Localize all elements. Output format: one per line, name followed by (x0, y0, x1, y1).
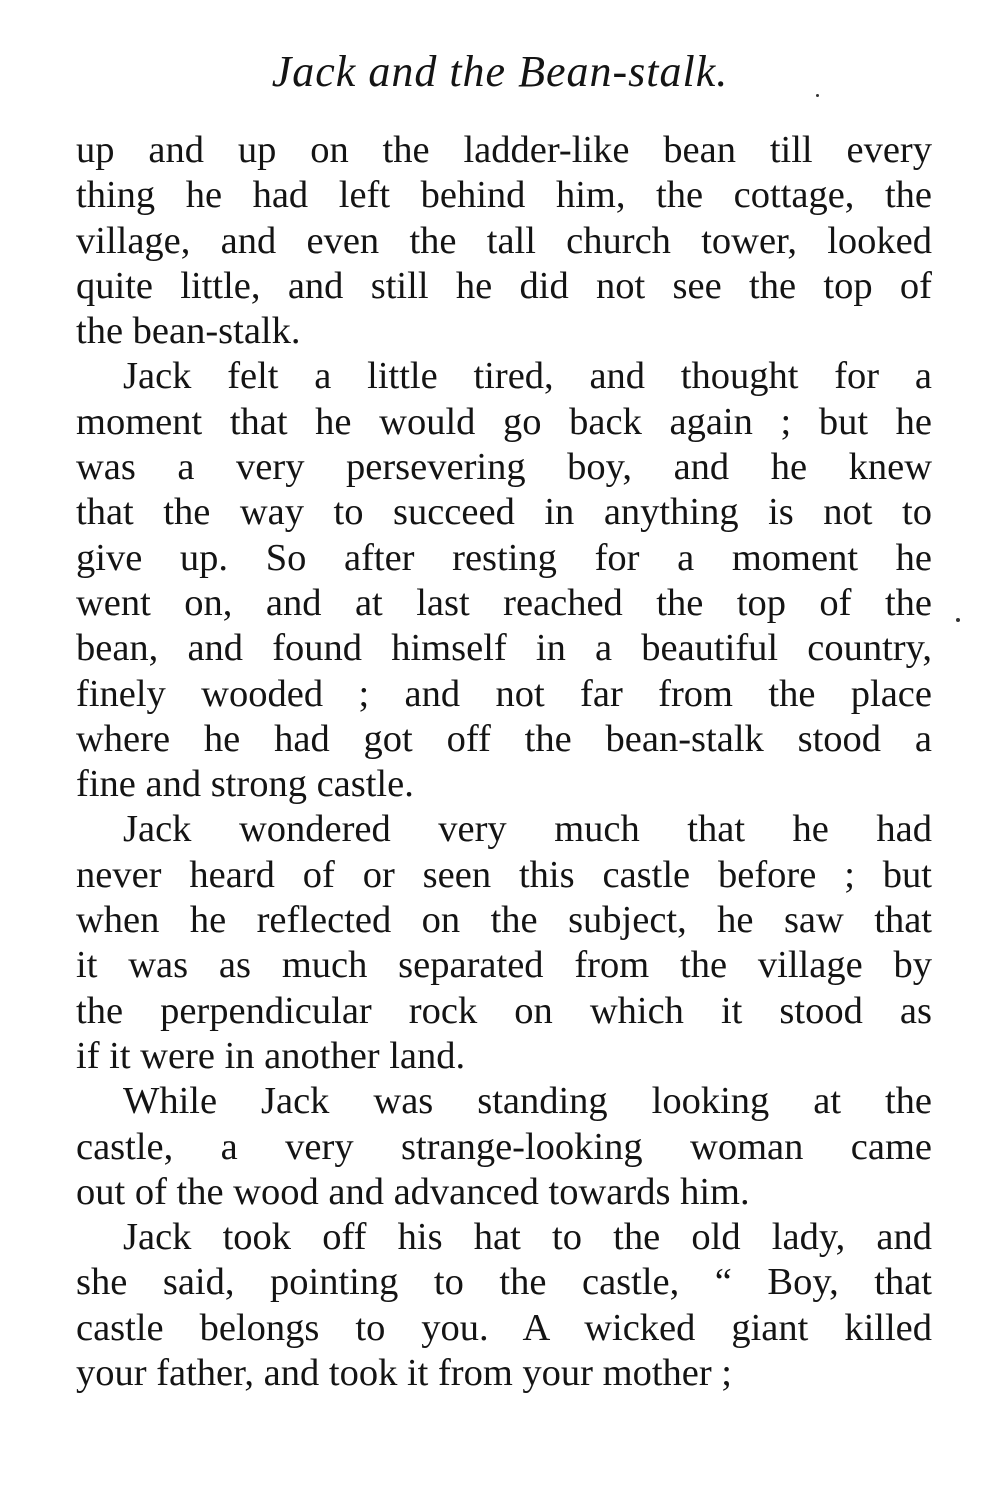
paragraph-line: thing he had left behind him, the cottage, the (76, 174, 932, 217)
paragraph-line: she said, pointing to the castle, “ Boy, that (76, 1261, 932, 1304)
paragraph-line: that the way to succeed in anything is not to (76, 491, 932, 534)
paragraph-line: your father, and took it from your mother ; (76, 1352, 733, 1395)
paragraph-line: moment that he would go back again ; but he (76, 400, 932, 443)
paragraph-line: castle belongs to you. A wicked giant killed (76, 1306, 932, 1349)
paragraph-line: quite little, and still he did not see the top of (76, 264, 932, 307)
paragraph-line: never heard of or seen this castle before ; but (76, 853, 932, 896)
paragraph-line: While Jack was standing looking at the (123, 1080, 932, 1123)
paragraph-line: went on, and at last reached the top of the (76, 581, 932, 624)
paragraph-line: if it were in another land. (76, 1034, 466, 1077)
paragraph-line: up and up on the ladder-like bean till every (76, 129, 932, 171)
paragraph-line: when he reflected on the subject, he saw that (76, 899, 932, 942)
running-head: Jack and the Bean-stalk. (271, 47, 729, 96)
print-speck (816, 94, 819, 97)
paragraph-line: Jack felt a little tired, and thought for a (123, 355, 932, 398)
paragraph-line: the perpendicular rock on which it stood as (76, 989, 932, 1032)
paragraph-line: was a very persevering boy, and he knew (76, 446, 932, 489)
paragraph-line: give up. So after resting for a moment he (76, 536, 932, 579)
print-speck (956, 618, 960, 622)
paragraph-line: Jack wondered very much that he had (123, 808, 932, 851)
paragraph-line: bean, and found himself in a beautiful country, (76, 627, 932, 670)
paragraph-line: finely wooded ; and not far from the place (76, 672, 932, 715)
paragraph-line: out of the wood and advanced towards him. (76, 1170, 750, 1213)
paragraph-line: fine and strong castle. (76, 763, 414, 806)
paragraph-line: it was as much separated from the village by (76, 944, 932, 987)
body-text (76, 128, 932, 1396)
paragraph-line: village, and even the tall church tower, looked (76, 219, 932, 262)
paragraph-line: where he had got off the bean-stalk stood a (76, 717, 932, 760)
paragraph-line: the bean-stalk. (76, 310, 301, 353)
paragraph-line: Jack took off his hat to the old lady, and (123, 1216, 932, 1259)
paragraph-line: castle, a very strange-looking woman came (76, 1125, 932, 1168)
